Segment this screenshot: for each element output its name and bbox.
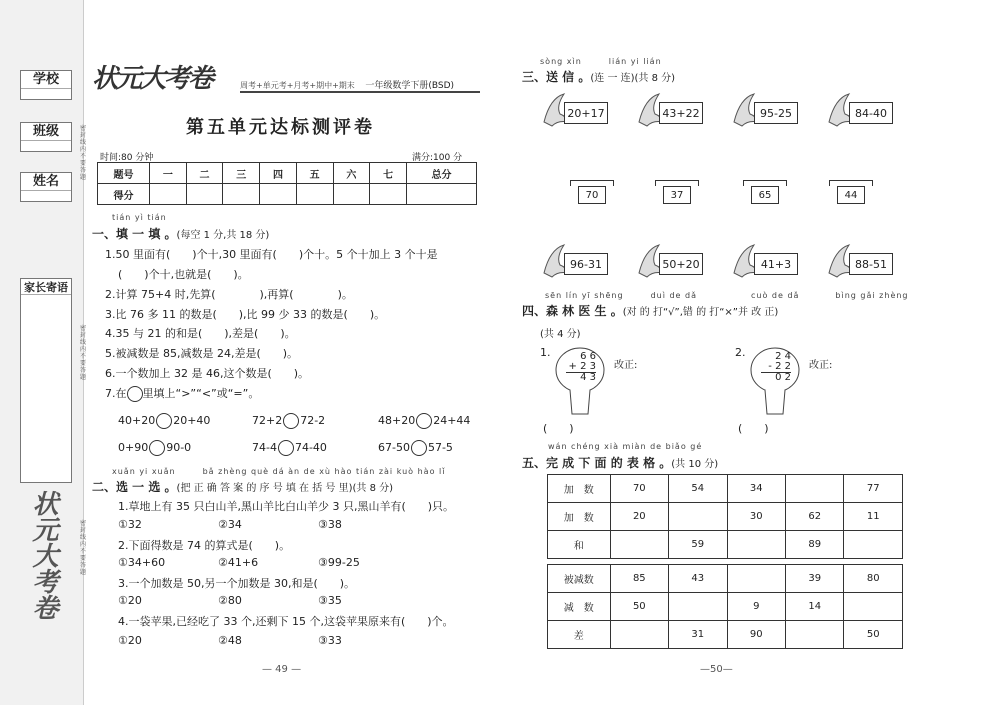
score-header-cell: 五 (296, 163, 333, 184)
section3-pinyin: sòng xìn lián yi lián (540, 57, 662, 66)
question-text: 4.35 与 21 的和是( ),差是( )。 (105, 327, 296, 340)
table-cell: 77 (844, 475, 903, 503)
choice-option[interactable]: ③35 (318, 594, 342, 607)
table-cell: 59 (669, 531, 727, 559)
table-cell: 39 (785, 565, 843, 593)
comparison-item (378, 413, 470, 429)
choice-option[interactable]: ③33 (318, 634, 342, 647)
expression-box: 43+22 (659, 102, 703, 124)
score-header-cell: 四 (260, 163, 297, 184)
comparison-right: 57-5 (427, 441, 453, 454)
vertical-calc-top: 2 4 (775, 351, 791, 362)
score-cell[interactable] (260, 184, 297, 205)
vertical-calc-top: 6 6 (580, 351, 596, 362)
score-row-label: 得分 (98, 184, 150, 205)
subtraction-table (547, 564, 903, 649)
expression-box: 95-25 (754, 102, 798, 124)
score-cell[interactable] (223, 184, 260, 205)
table-cell: 20 (610, 503, 668, 531)
table-cell[interactable] (844, 531, 903, 559)
choice-option[interactable]: ③99-25 (318, 556, 360, 569)
addition-table (547, 474, 903, 559)
answer-paren[interactable]: ( ) (738, 422, 769, 435)
score-cell[interactable] (150, 184, 187, 205)
answer-circle[interactable] (149, 440, 165, 456)
seal-line-note: 密封线内不要答题 (79, 125, 86, 181)
choice-option[interactable]: ②41+6 (218, 556, 259, 569)
correction-label: 改正: (614, 360, 638, 371)
dove-card[interactable] (730, 92, 830, 132)
comparison-left: 0+90 (118, 441, 149, 454)
table-cell: 70 (610, 475, 668, 503)
mailbox-number: 65 (751, 186, 779, 204)
comparison-right: 24+44 (433, 414, 471, 427)
vertical-calc-middle: + 2 3 (566, 362, 596, 373)
score-header-cell: 二 (186, 163, 223, 184)
comparison-item (118, 413, 210, 429)
choice-option[interactable]: ①20 (118, 634, 142, 647)
mailbox-number: 44 (837, 186, 865, 204)
mailbox[interactable] (570, 180, 614, 210)
choice-option[interactable]: ②48 (218, 634, 242, 647)
table-cell: 85 (610, 565, 668, 593)
table-cell[interactable] (785, 621, 843, 649)
seal-line-note: 密封线内不要答题 (79, 325, 86, 381)
section3-heading: 三、送 信 。(连 一 连)(共 8 分) (522, 70, 676, 84)
table-cell[interactable] (610, 531, 668, 559)
row-label: 差 (548, 621, 611, 649)
page-number: —50— (700, 664, 733, 675)
answer-circle[interactable] (278, 440, 294, 456)
table-cell: 30 (727, 503, 785, 531)
expression-box: 88-51 (849, 253, 893, 275)
full-score: 满分:100 分 (412, 153, 463, 163)
score-cell[interactable] (296, 184, 333, 205)
question-text: 1.50 里面有( )个十,30 里面有( )个十。5 个十加上 3 个十是 (105, 248, 438, 261)
score-table (97, 162, 477, 205)
mailbox-number: 37 (663, 186, 691, 204)
section1-heading: 一、填 一 填 。(每空 1 分,共 18 分) (92, 227, 270, 241)
choice-option[interactable]: ①32 (118, 518, 142, 531)
comparison-item (118, 440, 191, 456)
score-header-cell: 六 (333, 163, 370, 184)
mailbox[interactable] (655, 180, 699, 210)
school-field[interactable]: 学校 (20, 70, 72, 100)
answer-circle[interactable] (283, 413, 299, 429)
question-text: 2.计算 75+4 时,先算( ),再算( )。 (105, 288, 353, 301)
choice-option[interactable]: ②80 (218, 594, 242, 607)
comparison-item (252, 440, 327, 456)
series-text: 周考+单元考+月考+期中+期末 (240, 81, 355, 90)
seal-line-note: 密封线内不要答题 (79, 520, 86, 576)
table-cell: 80 (844, 565, 903, 593)
sidebar-logo: 状元大考卷 (28, 490, 58, 620)
choice-option[interactable]: ①20 (118, 594, 142, 607)
table-cell: 9 (727, 593, 785, 621)
row-label: 被减数 (548, 565, 611, 593)
answer-circle[interactable] (156, 413, 172, 429)
name-field[interactable]: 姓名 (20, 172, 72, 202)
question-text: 2.下面得数是 74 的算式是( )。 (118, 539, 291, 552)
problem-number: 1. (540, 346, 551, 359)
table-cell: 50 (844, 621, 903, 649)
mailbox[interactable] (743, 180, 787, 210)
dove-card[interactable] (730, 243, 830, 283)
expression-box: 20+17 (564, 102, 608, 124)
section5-heading: 五、完 成 下 面 的 表 格 。(共 10 分) (522, 456, 719, 470)
table-cell[interactable] (727, 531, 785, 559)
dove-card[interactable] (825, 243, 925, 283)
vertical-calc-middle: - 2 2 (761, 362, 791, 373)
correction-label: 改正: (809, 360, 833, 371)
table-cell: 11 (844, 503, 903, 531)
table-cell: 54 (669, 475, 727, 503)
expression-box: 50+20 (659, 253, 703, 275)
score-header-cell: 三 (223, 163, 260, 184)
comparison-item (378, 440, 453, 456)
comparison-left: 67-50 (378, 441, 410, 454)
question-text: 3.一个加数是 50,另一个加数是 30,和是( )。 (118, 577, 356, 590)
comparison-left: 74-4 (252, 441, 277, 454)
comparison-left: 40+20 (118, 414, 156, 427)
score-header-cell: 总分 (406, 163, 476, 184)
table-cell: 90 (727, 621, 785, 649)
question-text: 4.一袋苹果,已经吃了 33 个,还剩下 15 个,这袋苹果原来有( )个。 (118, 615, 454, 628)
question-text: 6.一个数加上 32 是 46,这个数是( )。 (105, 367, 310, 380)
answer-circle[interactable] (416, 413, 432, 429)
problem-number: 2. (735, 346, 746, 359)
table-cell: 89 (785, 531, 843, 559)
score-cell[interactable] (186, 184, 223, 205)
comparison-right: 74-40 (294, 441, 327, 454)
table-cell[interactable] (727, 565, 785, 593)
time-limit: 时间:80 分钟 (100, 153, 154, 163)
question-text: 1.草地上有 35 只白山羊,黑山羊比白山羊少 3 只,黑山羊有( )只。 (118, 500, 455, 513)
row-label: 减 数 (548, 593, 611, 621)
section4-points: (共 4 分) (540, 329, 581, 340)
vertical-calc-result: 4 3 (580, 372, 596, 383)
question-text: 3.比 76 多 11 的数是( ),比 99 少 33 的数是( )。 (105, 308, 386, 321)
table-cell[interactable] (669, 593, 727, 621)
mailbox[interactable] (829, 180, 873, 210)
answer-paren[interactable]: ( ) (543, 422, 574, 435)
section4-heading: 四、森 林 医 生 。(对 的 打“√”,错 的 打“×”并 改 正) (522, 304, 779, 318)
table-cell[interactable] (610, 621, 668, 649)
choice-option[interactable]: ③38 (318, 518, 342, 531)
expression-box: 84-40 (849, 102, 893, 124)
table-cell[interactable] (844, 593, 903, 621)
row-label: 加 数 (548, 503, 611, 531)
question-text: 7.在 里填上“>”“<”或“=”。 (105, 387, 260, 400)
section2-pinyin: xuǎn yi xuǎn bǎ zhèng què dá àn de xù hào tián zài kuò hào lǐ (112, 467, 446, 476)
score-cell[interactable] (370, 184, 407, 205)
section2-heading: 二、选 一 选 。(把 正 确 答 案 的 序 号 填 在 括 号 里)(共 8 分) (92, 480, 394, 494)
score-header-cell: 七 (370, 163, 407, 184)
expression-box: 41+3 (754, 253, 798, 275)
score-cell[interactable] (406, 184, 476, 205)
choice-option[interactable]: ②34 (218, 518, 242, 531)
mailbox-number: 70 (578, 186, 606, 204)
table-cell: 14 (785, 593, 843, 621)
dove-card[interactable] (540, 243, 640, 283)
dove-card[interactable] (825, 92, 925, 132)
row-label: 和 (548, 531, 611, 559)
brand-logo: 状元大考卷 (92, 64, 213, 94)
section1-pinyin: tián yì tián (112, 213, 167, 222)
dove-card[interactable] (540, 92, 640, 132)
row-label: 加 数 (548, 475, 611, 503)
page-title: 第五单元达标测评卷 (186, 117, 375, 138)
section5-pinyin: wán chéng xià miàn de biǎo gé (548, 442, 703, 451)
comparison-right: 20+40 (173, 414, 211, 427)
grade-label: 一年级数学下册(BSD) (365, 81, 455, 91)
section4-pinyin: sēn lín yī shēng duì de dǎ cuò de dǎ bìng gǎi zhèng (545, 291, 909, 300)
table-cell[interactable] (785, 475, 843, 503)
table-cell: 43 (669, 565, 727, 593)
parents-note-box[interactable]: 家长寄语 (20, 278, 72, 483)
score-header-cell: 题号 (98, 163, 150, 184)
comparison-item (252, 413, 325, 429)
question-text: ( )个十,也就是( )。 (118, 268, 249, 281)
comparison-left: 72+2 (252, 414, 283, 427)
page-number: — 49 — (262, 664, 302, 675)
class-field[interactable]: 班级 (20, 122, 72, 152)
table-cell[interactable] (669, 503, 727, 531)
table-cell: 62 (785, 503, 843, 531)
comparison-right: 90-0 (166, 441, 192, 454)
score-cell[interactable] (333, 184, 370, 205)
table-cell: 50 (610, 593, 668, 621)
choice-option[interactable]: ①34+60 (118, 556, 166, 569)
answer-circle[interactable] (127, 386, 143, 402)
vertical-calc-result: 0 2 (775, 372, 791, 383)
score-header-cell: 一 (150, 163, 187, 184)
question-text: 5.被减数是 85,减数是 24,差是( )。 (105, 347, 299, 360)
table-cell: 31 (669, 621, 727, 649)
expression-box: 96-31 (564, 253, 608, 275)
comparison-right: 72-2 (300, 414, 326, 427)
answer-circle[interactable] (411, 440, 427, 456)
series-bar (240, 78, 480, 93)
dove-card[interactable] (635, 243, 735, 283)
comparison-left: 48+20 (378, 414, 416, 427)
table-cell: 34 (727, 475, 785, 503)
dove-card[interactable] (635, 92, 735, 132)
